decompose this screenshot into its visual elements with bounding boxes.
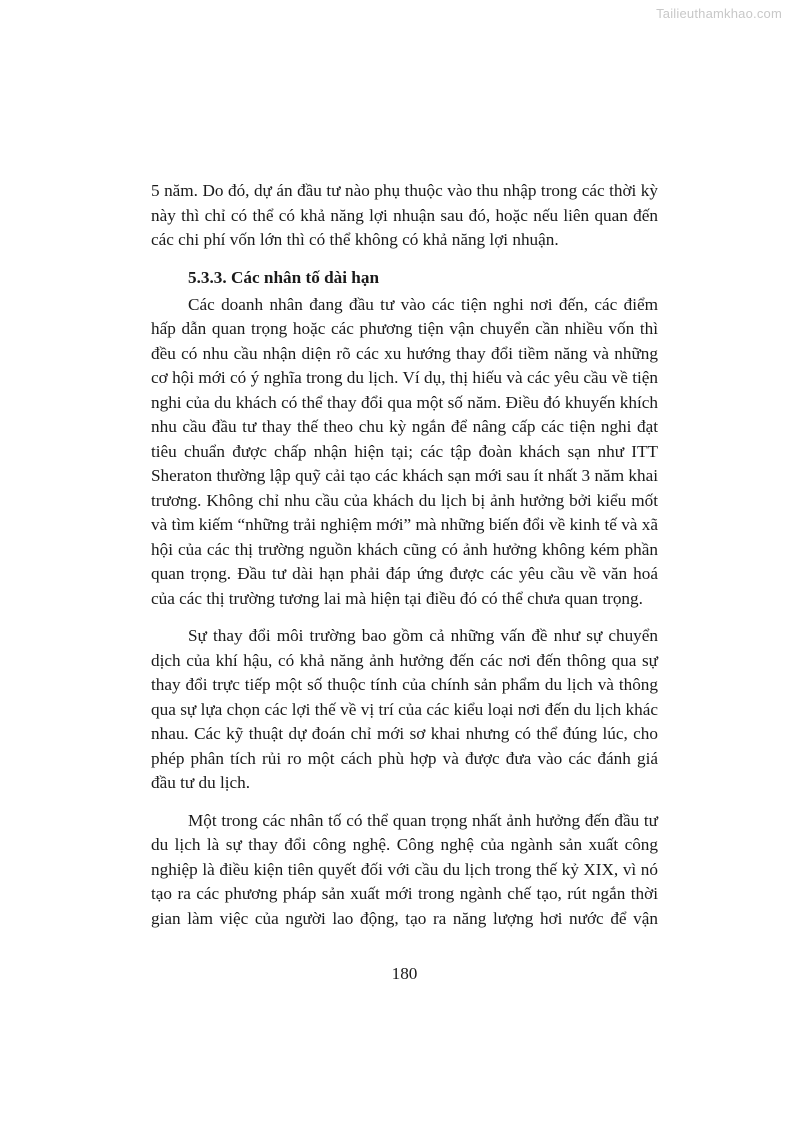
text-line: trương. Không chỉ nhu cầu của khách du lịch bị ảnh hưởng bởi kiểu mốt: [151, 491, 658, 510]
text-line: thay đổi trực tiếp một số thuộc tính của chính sản phẩm du lịch và thông: [151, 675, 658, 694]
text-line: quan trọng. Đầu tư dài hạn phải đáp ứng được các yêu cầu về văn hoá: [151, 564, 658, 583]
text-line: dịch của khí hậu, có khả năng ảnh hưởng đến các nơi đến thông qua sự: [151, 651, 658, 670]
text-line: của các thị trường tương lai mà hiện tại điều đó có thể chưa quan trọng.: [151, 589, 643, 608]
text-line: gian làm việc của người lao động, tạo ra năng lượng hơi nước để vận: [151, 909, 658, 928]
text-line: hấp dẫn quan trọng hoặc các phương tiện vận chuyển cần nhiều vốn thì: [151, 319, 658, 338]
text-line: đầu tư du lịch.: [151, 773, 251, 792]
text-line: 5 năm. Do đó, dự án đầu tư nào phụ thuộc vào thu nhập trong các thời kỳ: [151, 181, 658, 200]
text-line: nghiệp là điều kiện tiên quyết đối với cầu du lịch trong thế kỷ XIX, vì nó: [151, 860, 658, 879]
text-line: tạo ra các phương pháp sản xuất mới trong ngành chế tạo, rút ngắn thời: [151, 884, 658, 903]
text-line: nghi của du khách có thể thay đổi qua một số năm. Điều đó khuyến khích: [151, 393, 658, 412]
text-line: Các doanh nhân đang đầu tư vào các tiện nghi nơi đến, các điểm: [188, 295, 658, 314]
text-line: và tìm kiếm “những trải nghiệm mới” mà những biến đổi về kinh tế và xã: [151, 515, 658, 534]
text-line: nhau. Các kỹ thuật dự đoán chỉ mới sơ khai nhưng có thể đúng lúc, cho: [151, 724, 658, 743]
text-line: Sheraton thường lập quỹ cải tạo các khách sạn mới sau ít nhất 3 năm khai: [151, 466, 658, 485]
text-line: qua sự lựa chọn các lợi thế về vị trí của các kiểu loại nơi đến du lịch khác: [151, 700, 658, 719]
text-line: nhu cầu đầu tư thay thế theo chu kỳ ngắn để nâng cấp các tiện nghi đạt: [151, 417, 658, 436]
text-line: đều có nhu cầu nhận diện rõ các xu hướng thay đổi tiềm năng và những: [151, 344, 658, 363]
text-line: du lịch là sự thay đổi công nghệ. Công nghệ của ngành sản xuất công: [151, 835, 658, 854]
text-line: tiêu chuẩn được chấp nhận hiện tại; các tập đoàn khách sạn như ITT: [151, 442, 658, 461]
text-line: này thì chỉ có thể có khả năng lợi nhuận sau đó, hoặc nếu liên quan đến: [151, 206, 658, 225]
text-line: hội của các thị trường nguồn khách cũng có ảnh hưởng không kém phần: [151, 540, 658, 559]
text-line: cơ hội mới có ý nghĩa trong du lịch. Ví dụ, thị hiếu và các yêu cầu về tiện: [151, 368, 658, 387]
page-number: 180: [391, 964, 418, 983]
text-line: Sự thay đổi môi trường bao gồm cả những vấn đề như sự chuyển: [188, 626, 658, 645]
site-watermark: Tailieuthamkhao.com: [656, 6, 782, 21]
text-line: các chi phí vốn lớn thì có thể không có khả năng lợi nhuận.: [151, 230, 559, 249]
section-heading: 5.3.3. Các nhân tố dài hạn: [188, 268, 380, 287]
text-line: phép phân tích rủi ro một cách phù hợp và được đưa vào các đánh giá: [151, 749, 658, 768]
text-line: Một trong các nhân tố có thể quan trọng nhất ảnh hưởng đến đầu tư: [188, 811, 658, 830]
